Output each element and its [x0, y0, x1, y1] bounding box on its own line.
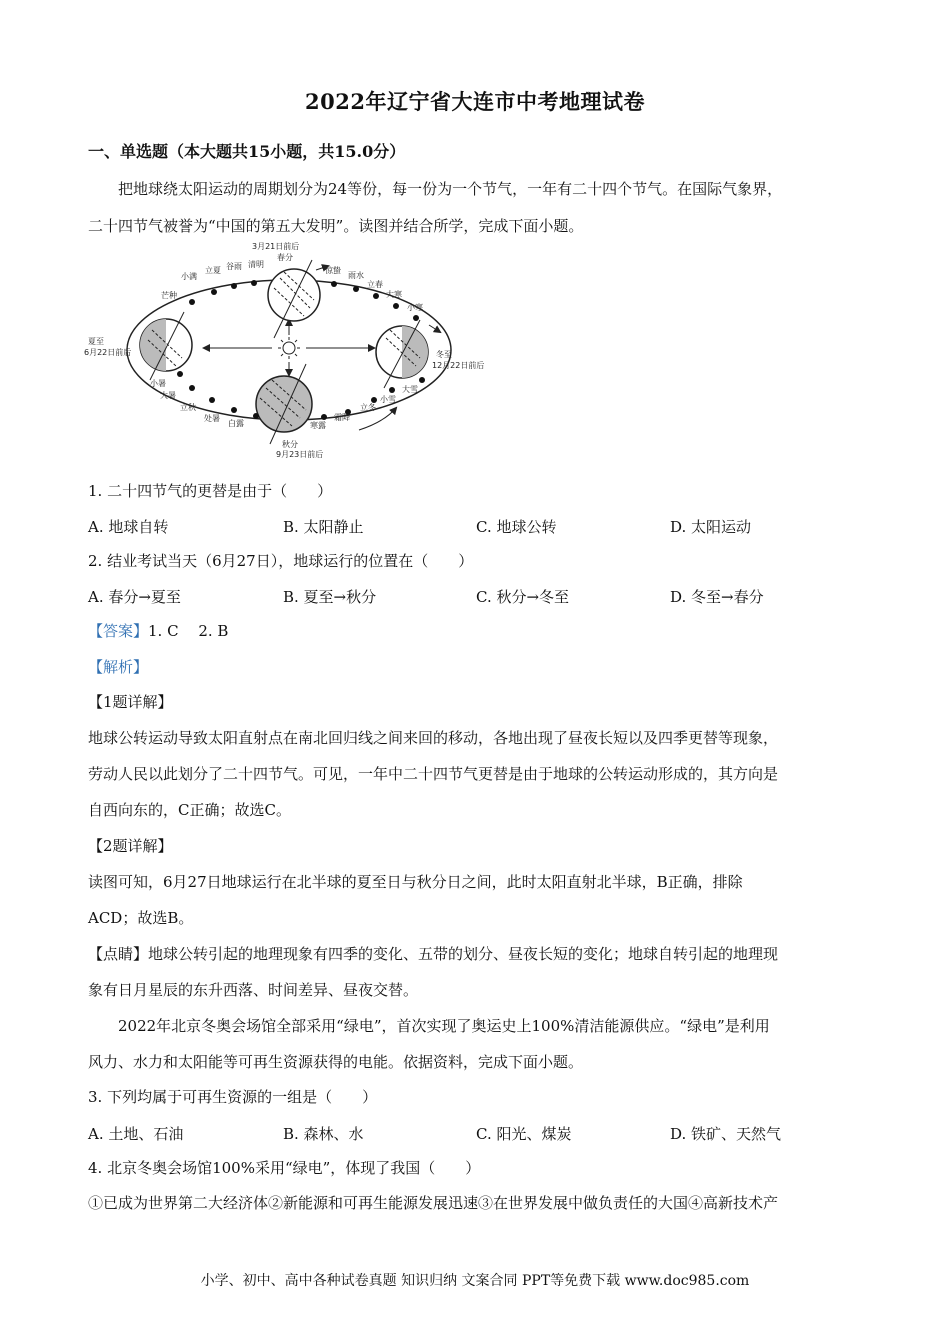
q2-option-c: C. 秋分→冬至: [476, 588, 570, 606]
analysis-tag: 【解析】: [88, 658, 149, 676]
answer-tag: 【答案】: [88, 622, 149, 640]
winter-date-label: 12月22日前后: [432, 361, 485, 370]
spring-label: 春分: [277, 253, 293, 262]
spring-date-label: 3月21日前后: [252, 242, 300, 251]
q3-option-c: C. 阳光、煤炭: [476, 1125, 572, 1143]
question-4-options-line: ①已成为世界第二大经济体②新能源和可再生能源发展迅速③在世界发展中做负责任的大国④高新技术产: [88, 1194, 779, 1212]
q3-option-b: B. 森林、水: [283, 1125, 364, 1143]
q3-option-a: A. 土地、石油: [88, 1125, 184, 1143]
intro-paragraph-line: 二十四节气被誉为“中国的第五大发明”。读图并结合所学，完成下面小题。: [88, 217, 584, 235]
term-label: 白露: [228, 419, 244, 428]
answer-line: [88, 621, 228, 641]
section-heading: 一、单选题（本大题共15小题，共15.0分）: [88, 142, 406, 161]
term-label: 大暑: [160, 391, 176, 400]
term-label: 处暑: [204, 414, 220, 423]
detail-1-tag: 【1题详解】: [88, 693, 173, 711]
earth-summer: [140, 312, 192, 380]
detail-2-tag: 【2题详解】: [88, 837, 173, 855]
intro-paragraph-line: 把地球绕太阳运动的周期划分为24等份，每一份为一个节气，一年有二十四个节气。在国际气象界，: [118, 180, 783, 198]
term-label: 小寒: [407, 303, 423, 312]
term-label: 小暑: [150, 379, 166, 388]
question-4: 4. 北京冬奥会场馆100%采用“绿电”，体现了我国（ ）: [88, 1159, 481, 1177]
question-2: 2. 结业考试当天（6月27日），地球运行的位置在（ ）: [88, 552, 474, 570]
term-label: 立冬: [360, 403, 376, 412]
q2-option-d: D. 冬至→春分: [670, 588, 764, 606]
term-label: 小满: [181, 272, 197, 281]
term-label: 谷雨: [226, 262, 242, 271]
detail-line: 地球公转运动导致太阳直射点在南北回归线之间来回的移动，各地出现了昼夜长短以及四季更替等现象，: [88, 729, 779, 747]
direction-arrow: [429, 325, 440, 332]
term-label: 惊蛰: [325, 266, 341, 275]
page-footer: 小学、初中、高中各种试卷真题 知识归纳 文案合同 PPT等免费下载 www.doc985.com: [200, 1273, 750, 1289]
autumn-date-label: 9月23日前后: [276, 450, 324, 459]
term-label: 大雪: [402, 385, 418, 394]
q1-option-b: B. 太阳静止: [283, 518, 364, 536]
term-label: 立春: [367, 280, 383, 289]
intro-paragraph-line: 风力、水力和太阳能等可再生资源获得的电能。依据资料，完成下面小题。: [88, 1053, 584, 1071]
term-label: 寒露: [310, 421, 326, 430]
earth-autumn: [256, 364, 312, 444]
answer-text: 1. C 2. B: [148, 622, 229, 640]
orbit-diagram: [84, 240, 504, 465]
question-1: 1. 二十四节气的更替是由于（ ）: [88, 482, 333, 500]
term-label: 大寒: [386, 290, 402, 299]
summer-date-label: 6月22日前后: [84, 348, 132, 357]
term-label: 霜降: [334, 413, 350, 422]
q1-option-d: D. 太阳运动: [670, 518, 752, 536]
term-label: 立秋: [180, 403, 196, 412]
autumn-label: 秋分: [282, 440, 298, 449]
term-label: 芒种: [161, 291, 177, 300]
detail-line: ACD；故选B。: [88, 909, 194, 927]
term-label: 立夏: [205, 266, 221, 275]
key-point-line: 象有日月星辰的东升西落、时间差异、昼夜交替。: [88, 981, 419, 999]
summer-label: 夏至: [88, 337, 104, 346]
q2-option-b: B. 夏至→秋分: [283, 588, 377, 606]
page-title: 2022年辽宁省大连市中考地理试卷: [305, 89, 645, 114]
q3-option-d: D. 铁矿、天然气: [670, 1125, 782, 1143]
q2-option-a: A. 春分→夏至: [88, 588, 181, 606]
detail-line: 劳动人民以此划分了二十四节气。可见，一年中二十四节气更替是由于地球的公转运动形成的，其方向是: [88, 765, 779, 783]
sun-icon: [278, 337, 300, 359]
term-label: 小雪: [380, 395, 396, 404]
term-label: 雨水: [348, 271, 364, 280]
question-3: 3. 下列均属于可再生资源的一组是（ ）: [88, 1088, 378, 1106]
q1-option-a: A. 地球自转: [88, 518, 169, 536]
intro-paragraph-line: 2022年北京冬奥会场馆全部采用“绿电”，首次实现了奥运史上100%清洁能源供应。“绿电”是利用: [118, 1017, 770, 1035]
term-label: 清明: [248, 260, 264, 269]
detail-line: 读图可知，6月27日地球运行在北半球的夏至日与秋分日之间，此时太阳直射北半球，B正确，排除: [88, 873, 743, 891]
winter-label: 冬至: [436, 350, 452, 359]
q1-option-c: C. 地球公转: [476, 518, 557, 536]
key-point-line: 【点睛】地球公转引起的地理现象有四季的变化、五带的划分、昼夜长短的变化；地球自转引起的地理现: [88, 945, 779, 963]
earth-spring: [268, 260, 320, 338]
detail-line: 自西向东的，C正确；故选C。: [88, 801, 291, 819]
